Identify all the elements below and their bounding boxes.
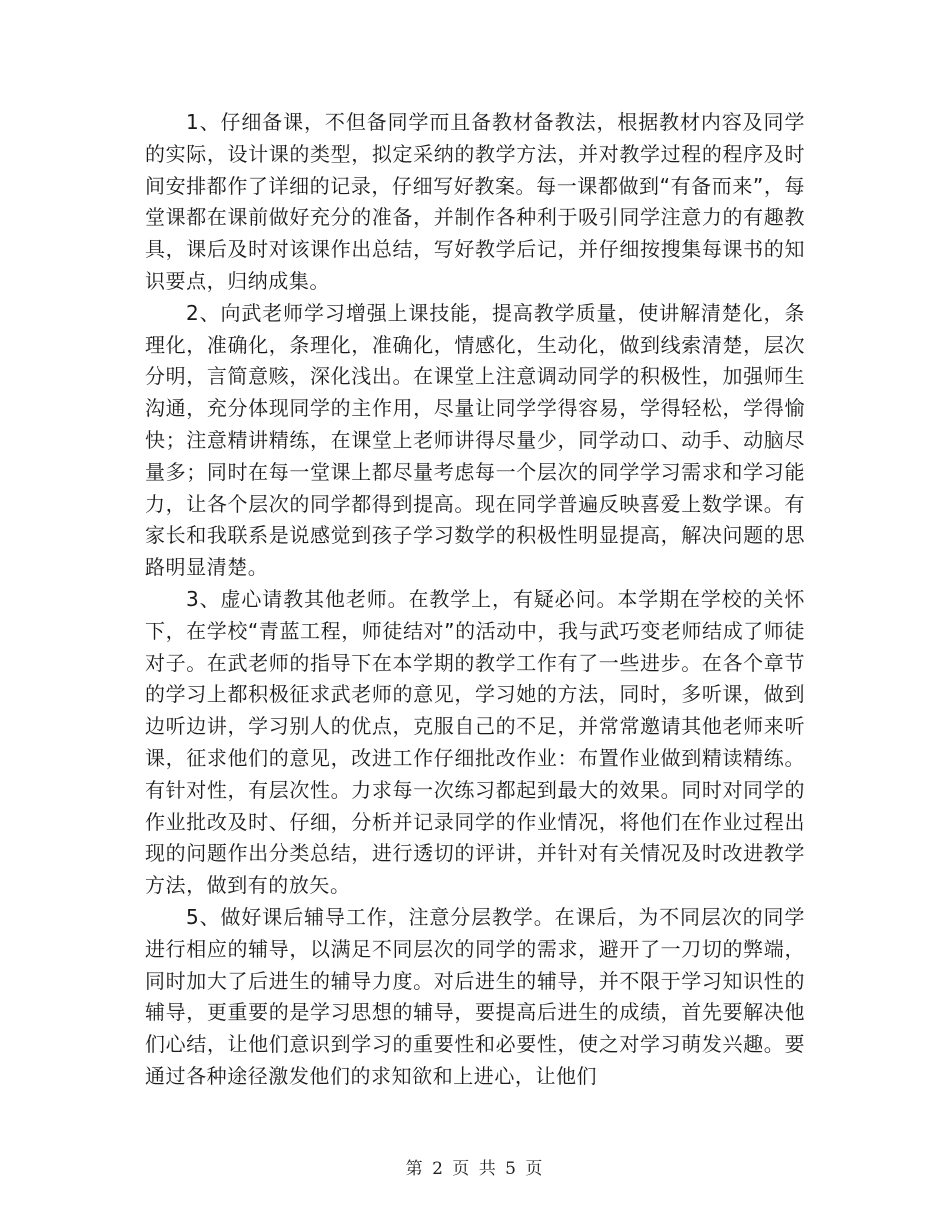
page-number-footer: 第 2 页 共 5 页 — [405, 1159, 545, 1179]
paragraph-4: 5、做好课后辅导工作，注意分层教学。在课后，为不同层次的同学进行相应的辅导，以满足不同层次的同学的需求，避开了一刀切的弊端，同时加大了后进生的辅导力度。对后进生的辅导，并不限于学习知识性的辅导，更重要的是学习思想的辅导，要提高后进生的成绩，首先要解决他们心结，让他们意识到学习的重要性和必要性，使之对学习萌发兴趣。要通过各种途径激发他们的求知欲和上进心，让他们 — [145, 904, 805, 1088]
paragraph-3: 3、虚心请教其他老师。在教学上，有疑必问。本学期在学校的关怀下，在学校“青蓝工程，师徒结对”的活动中，我与武巧变老师结成了师徒对子。在武老师的指导下在本学期的教学工作有了一些进步。在各个章节的学习上都积极征求武老师的意见，学习她的方法，同时，多听课，做到边听边讲，学习别人的优点，克服自己的不足，并常常邀请其他老师来听课，征求他们的意见，改进工作仔细批改作业：布置作业做到精读精练。有针对性，有层次性。力求每一次练习都起到最大的效果。同时对同学的作业批改及时、仔细，分析并记录同学的作业情况，将他们在作业过程出现的问题作出分类总结，进行透切的评讲，并针对有关情况及时改进教学方法，做到有的放矢。 — [145, 586, 805, 898]
paragraph-2: 2、向武老师学习增强上课技能，提高教学质量，使讲解清楚化，条理化，准确化，条理化，准确化，情感化，生动化，做到线索清楚，层次分明，言简意赅，深化浅出。在课堂上注意调动同学的积极性，加强师生沟通，充分体现同学的主作用，尽量让同学学得容易，学得轻松，学得愉快；注意精讲精练，在课堂上老师讲得尽量少，同学动口、动手、动脑尽量多；同时在每一堂课上都尽量考虑每一个层次的同学学习需求和学习能力，让各个层次的同学都得到提高。现在同学普遍反映喜爱上数学课。有家长和我联系是说感觉到孩子学习数学的积极性明显提高，解决问题的思路明显清楚。 — [145, 300, 805, 580]
document-body — [145, 107, 805, 1093]
paragraph-1: 1、仔细备课，不但备同学而且备教材备教法，根据教材内容及同学的实际，设计课的类型，拟定采纳的教学方法，并对教学过程的程序及时间安排都作了详细的记录，仔细写好教案。每一课都做到“有备而来”，每堂课都在课前做好充分的准备，并制作各种利于吸引同学注意力的有趣教具，课后及时对该课作出总结，写好教学后记，并仔细按搜集每课书的知识要点，归纳成集。 — [145, 110, 805, 293]
